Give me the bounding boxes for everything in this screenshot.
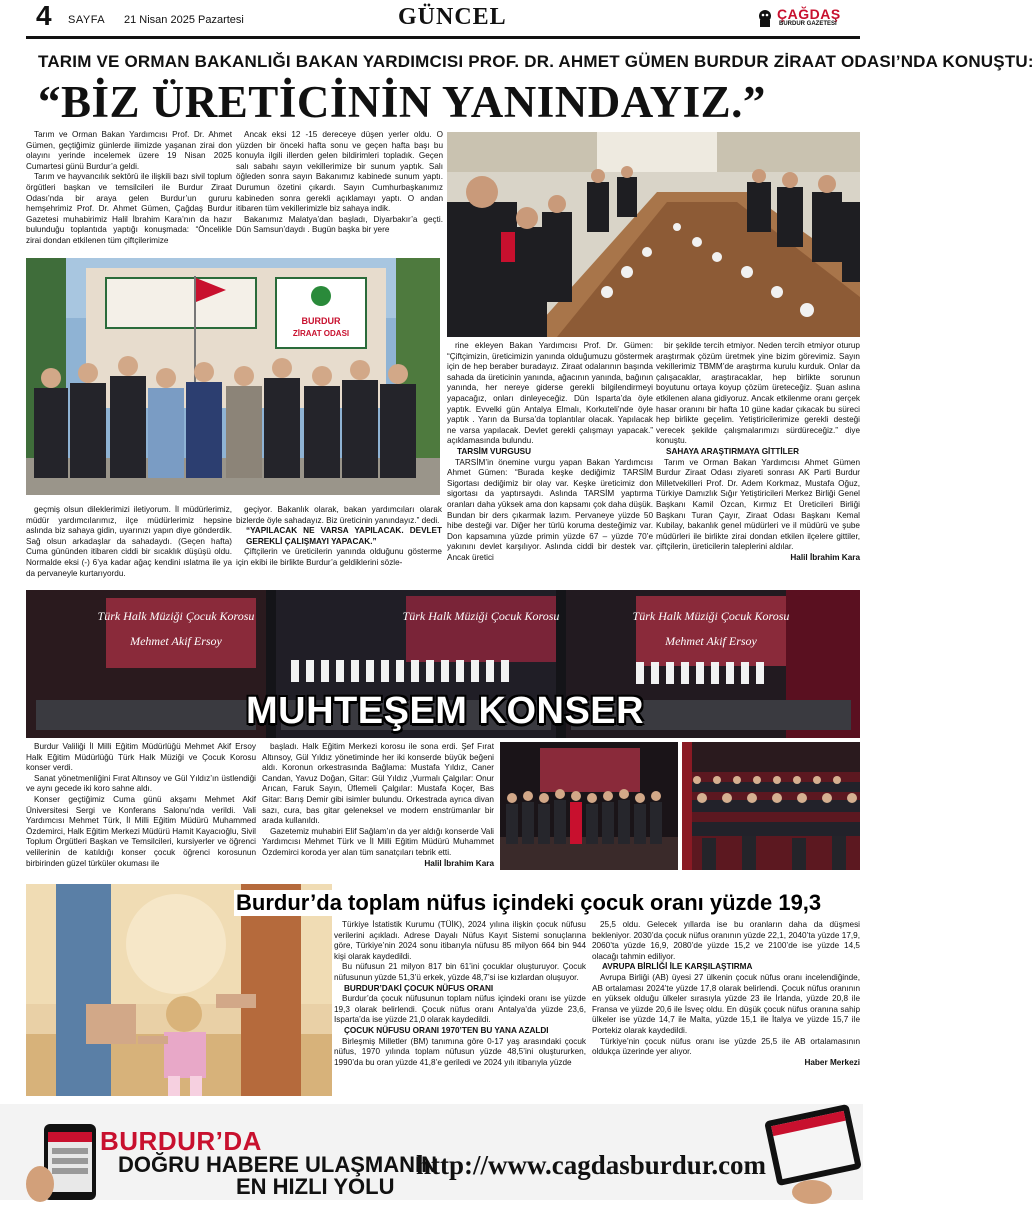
screen-caption-2: Türk Halk Müziği Çocuk Korosu (402, 609, 560, 623)
paragraph: Birleşmiş Milletler (BM) tanımına göre 0-17 yaş arasındaki çocuk nüfus, 1970 yılında toplam nüfusun yüzde 48,5’ini oluştururken, 1990’da bu oran yüzde 41,8’e geriledi ve 2024 yılı itibarıyla yüzde (334, 1036, 586, 1067)
screen-caption-3: Türk Halk Müziği Çocuk Korosu (632, 609, 790, 623)
paragraph: başladı. Halk Eğitim Merkezi korosu ile sona erdi. Şef Fırat Altınsoy, Gül Yıldız yönetiminde her iki konserde büyük beğeni aldı. Koronun orkestrasında Bağlama: Mustafa Yıldız, Caner Candan, Yavuz Doğan, Gitar: Gül Yıldız ,Vurmalı Çalgılar: Onur Arıcan, Faruk Sayın, Üflemeli Çalgılar: Mustafa Koçer, Bas Gitar: Barış Demir gibi isimler bulundu. Orkestrada ayrıca divan sazı, cura, bas gitar geleneksel ve modern enstrümanlar bir arada kullanıldı. (262, 742, 494, 826)
article-column-1 (26, 130, 232, 252)
paragraph: Tarım ve Orman Bakan Yardımcısı Ahmet Gümen Burdur Ziraat Odası ziyareti sonrası AK Parti Burdur Milletvekilleri Prof. Dr. Adem Korkmaz, Mustafa Oğuz, Türkiye Damızlık Sığır Yetiştiricileri Merkez Birliği Genel Başkanı Kamil Özcan, Kırmız Et Üreticileri Birliği Başkanı Turan Çayır, Ziraat Odası Başkanı Kemal Kubilay, bakanlık genel müdürleri ve il müdürü ve şube müdürleri ile birlikte zirai dondan etkilen ilçelere gittiler, çiftçilerin, üreticilerin taleplerini aldılar. (656, 457, 860, 552)
paragraph: Çiftçilerin ve üreticilerin yanında olduğunu gösterme için ekibi ile birlikte Burdur’a geldiklerini sözle- (236, 547, 442, 567)
header-rule (26, 36, 860, 39)
concert-headline: MUHTEŞEM KONSER (246, 690, 645, 732)
subheading: BURDUR’DAKİ ÇOCUK NÜFUS ORANI (344, 983, 494, 993)
logo-title: ÇAĞDAŞ (777, 6, 841, 22)
meeting-photo (447, 132, 860, 337)
subheading: SAHAYA ARAŞTIRMAYA GİTTİLER (666, 446, 799, 456)
svg-text:ZİRAAT ODASI: ZİRAAT ODASI (292, 329, 350, 338)
paragraph: Ancak eksi 12 -15 dereceye düşen yerler oldu. O yüzden bir önceki hafta sonu ve geçen hafta başı bu konuyla ilgili illerden gelen bildirimleri topladık. Geçen salı sabahı sayın vekillerimize bir sunum yaptık. Salı öğleden sonra sayın Bakanımız kabinede sunum yaptı. Durumun özetini çıkardı. Sayın Cumhurbaşkanımız kabineden sonra gerekli açıklamayı yaptı. O andan itibaren tüm vekillerimizle biz sahaya indik. (236, 130, 443, 214)
section-title: GÜNCEL (398, 4, 507, 30)
mascot-icon (755, 8, 775, 28)
article-column-2 (236, 130, 443, 252)
paragraph: Konser geçtiğimiz Cuma günü akşamı Mehmet Akif Üniversitesi Sergi ve Konferans Salonu’nda verildi. Vali Yardımcısı Mehmet Türk, İl Milli Eğitim Müdürü Muhammed Özdemirci, Halk Eğitim Merkezi Müdürü Hamit Kayacıoğlu, Sivil Toplum Örgütleri Başkan ve Temsilcileri, kursiyerler ve öğrenci velilerinin de katıldığı konser çocuk öğrenci korosunun birbirinden güzel türküler okuması ile (26, 794, 256, 868)
paragraph: 25,5 oldu. Gelecek yıllarda ise bu oranların daha da düşmesi bekleniyor. 2030’da çocuk nüfus oranının yüzde 22,1, 2040’ta yüzde 17,9, 2060’ta yüzde 16,9, 2080’de yüzde 15,2 ve 2100’de ise yüzde 14,5 olacağı tahmin ediliyor. (592, 920, 860, 961)
article-column-4 (656, 341, 860, 585)
paragraph: rine ekleyen Bakan Yardımcısı Prof. Dr. Gümen: “Çiftçimizin, üreticimizin yanında olduğumuzu göstermek için de hep beraber buradayız. Ziraat odalarının başında sahada da üreticinin yanında, ağacının yanında, bağının yanında, her nereye giderse gerekli bilgilendirmeyi yapacağız, onları dinleyeceğiz. Dün Isparta’da öyle yaptık. Evvelki gün Antalya Elmalı, Korkuteli’nde öyle yaptık . Yarın da Bursa’da toplantılar olacak. Yapılacak ne varsa yapılacak. Devlet gerekli çalışmayı yapacak.” açıklamasında bulundu. (447, 341, 653, 446)
page-label: SAYFA (68, 14, 106, 26)
concert-column-2 (262, 742, 494, 874)
paragraph: Bu nüfusun 21 milyon 817 bin 61’ini çocuklar oluşturuyor. Çocuk nüfusunun yüzde 51,3’ü erkek, yüzde 48,7’si ise kızlardan oluşuyor. (334, 962, 586, 982)
paragraph: Tarım ve Orman Bakan Yardımcısı Prof. Dr. Ahmet Gümen, geçtiğimiz günlerde ilimizde yaşanan zirai don olayını yerinde incelemek üzere 19 Nisan 2025 Cumartesi günü Burdur’a geldi. (26, 130, 232, 171)
paragraph: Burdur’da çocuk nüfusunun toplam nüfus içindeki oranı ise yüzde 19,3 olarak belirlendi. Çocuk nüfus oranı Antalya’da yüzde 23,6, Isparta’da ise yüzde 21,0 olarak kaydedildi. (334, 994, 586, 1025)
article-column-3 (447, 341, 653, 585)
screen-name-2: Mehmet Akif Ersoy (665, 634, 757, 648)
article-column-2b (236, 505, 442, 585)
subheading: “YAPILACAK NE VARSA YAPILACAK. DEVLET GEREKLİ ÇALIŞMAYI YAPACAK.” (246, 526, 442, 546)
paragraph: Tarım ve hayvancılık sektörü ile ilişkili bazı sivil toplum örgütleri başkan ve temsilcileri ile Burdur Ziraat Odası’nda bir araya gelen Burdur’un gururu hemşehrimiz Prof. Dr. Ahmet Gümen, Çağdaş Burdur Gazetesi muhabirimiz Halil İbrahim Kara’nın da hazır bulunduğu toplantıda yaptığı konuşmada: “Öncelikle zirai dondan etkilenen tüm çiftçilerimize (26, 172, 232, 245)
paragraph: Gazetemiz muhabiri Elif Sağlam’ın da yer aldığı konserde Vali Yardımcısı Mehmet Türk ve İl Milli Eğitim Müdürü Muhammet Özdemirci koroda yer alan tüm sanatçıları tebrik etti. (262, 826, 494, 857)
paragraph: Sanat yönetmenliğini Fırat Altınsoy ve Gül Yıldız’ın üstlendiği ve aynı gecede iki koro sahne aldı. (26, 773, 256, 794)
article-headline: “BİZ ÜRETİCİNİN YANINDAYIZ.” (38, 77, 766, 127)
article-kicker: TARIM VE ORMAN BAKANLIĞI BAKAN YARDIMCISI PROF. DR. AHMET GÜMEN BURDUR ZİRAAT ODASI’NDA KONUŞTU: (38, 52, 1034, 71)
ad-line-1: BURDUR’DA (100, 1126, 262, 1156)
ad-line-2: DOĞRU HABERE ULAŞMANIN (118, 1152, 437, 1177)
ad-line-3: EN HIZLI YOLU (236, 1174, 395, 1199)
paragraph: Türkiye İstatistik Kurumu (TÜİK), 2024 yılına ilişkin çocuk nüfusu verilerini açıkladı. Adrese Dayalı Nüfus Kayıt Sistemi sonuçlarına göre, Türkiye’nin 2024 sonu itibarıyla nüfusu 85 milyon 664 bin 944 kişi olarak kaydedildi. (334, 920, 586, 961)
logo-subtitle: BURDUR GAZETESİ (779, 21, 837, 27)
population-column-2 (592, 920, 860, 1100)
page-number: 4 (36, 0, 52, 31)
byline: Haber Merkezi (804, 1057, 860, 1067)
population-headline: Burdur’da toplam nüfus içindeki çocuk oranı yüzde 19,3 (236, 890, 822, 915)
subheading: AVRUPA BİRLİĞİ İLE KARŞILAŞTIRMA (602, 962, 753, 972)
screen-caption-1: Türk Halk Müziği Çocuk Korosu (97, 609, 255, 623)
ad-url-link[interactable]: http://www.cagdasburdur.com (416, 1150, 767, 1180)
svg-text:BURDUR: BURDUR (301, 316, 341, 326)
byline: Halil İbrahim Kara (790, 552, 860, 562)
paragraph: Bakanımız Malatya’dan başladı, Diyarbakır’a geçti. Dün Samsun’daydı . Bugün başka bir yere (236, 214, 443, 235)
paragraph: Burdur Valiliği İl Milli Eğitim Müdürlüğü Mehmet Akif Ersoy Halk Eğitim Müdürlüğü Türk Halk Müziği ve Çocuk Korosu konser verdi. (26, 742, 256, 773)
subheading: TARSİM VURGUSU (457, 446, 531, 456)
ziraat-odasi-group-photo (26, 258, 440, 495)
paragraph: bir şekilde tercih etmiyor. Neden tercih etmiyor oturup araştırmak çözüm üretmek yine bizim görevimiz. Sayın vekillerimiz TBMM’de araştırma kurulu kurduk. Onlar da çalışacaklar, araştıracaklar, hep birlikte sorunun boyutunu ortaya koyup çözüm üreteceğiz. Şuan aslına etkilenen alana gidiyoruz. Ancak etkilenme oranı gerçek hasar oranını bir hafta 10 güne kadar çıkacak bu süreci hep birlikte geçelim. Yetiştiricilerimize gerekli desteği verecek şekilde çalışmalarımızı sürdüreceğiz.” diye konuştu. (656, 341, 860, 446)
article-column-1b (26, 505, 232, 585)
population-column-1 (334, 920, 586, 1098)
byline: Halil İbrahim Kara (424, 858, 494, 868)
paragraph: geçiyor. Bakanlık olarak, bakan yardımcıları olarak bizlerde öyle sahadayız. Biz üreticinin yanındayız.” dedi. (236, 505, 442, 525)
paragraph: Avrupa Birliği (AB) üyesi 27 ülkenin çocuk nüfus oranı incelendiğinde, AB ortalaması 2024’te yüzde 17,8 olarak belirlendi. Çocuk nüfus oranının en yüksek olduğu ülkeler sırasıyla yüzde 23 ile İrlanda, yüzde 20,8 ile Fransa ve yüzde 20,6 ile İsveç oldu. En düşük çocuk nüfus oranına sahip ülkeler ise yüzde 14,7 ile Malta, yüzde 15,1 ile İtalya ve yüzde 15,7 ile Portekiz olarak kaydedildi. (592, 972, 860, 1035)
paragraph: geçmiş olsun dileklerimizi iletiyorum. İl müdürlerimiz, müdür yardımcılarımız, ilçe müdürlerimiz hepsine aslında biz sahaya gidin, uyarınızı yapın diye gönderdik. Sağ olsun arkadaşlar da sahadaydı. (Geçen hafta) Cuma gününden itibaren ciddi bir sıcaklık düşüşü oldu. Normalde eksi (-) 6’ya kadar ağaç kendini ıslatma ile ya da pervaneyle kurtarıyordu. (26, 505, 232, 578)
concert-audience-photo (682, 742, 860, 870)
subheading: ÇOCUK NÜFUSU ORANI 1970’TEN BU YANA AZALDI (344, 1025, 549, 1035)
concert-group-photo (500, 742, 678, 870)
concert-column-1 (26, 742, 256, 874)
issue-date: 21 Nisan 2025 Pazartesi (124, 14, 244, 26)
paragraph: Türkiye’nin çocuk nüfus oranı ise yüzde 25,5 ile AB ortalamasının oldukça üzerinde yer alıyor. (592, 1036, 860, 1057)
paragraph: TARSİM’in önemine vurgu yapan Bakan Yardımcısı Ahmet Gümen: “Burada keşke dediğimiz TARSİM Sigortası dediğimiz bir olay var. Keşke üreticimiz don sigortası da yaptırsaydı. Aslında TARSİM yaptırma oranları daha yüksek ama don kapsamı çok daha düşük. Bundan bir ders çıkarmak lazım. Pervaneye yüzde 50 hibe desteği var. Diğer her türlü koruma desteğimiz var. Don kapsamına yüzde primin yüzde 67 – yüzde 70’e yakınını devlet karşılıyor. Aslında ciddi bir destek var. Ancak üretici (447, 457, 653, 562)
newspaper-logo[interactable] (755, 6, 855, 34)
screen-name-1: Mehmet Akif Ersoy (130, 634, 222, 648)
